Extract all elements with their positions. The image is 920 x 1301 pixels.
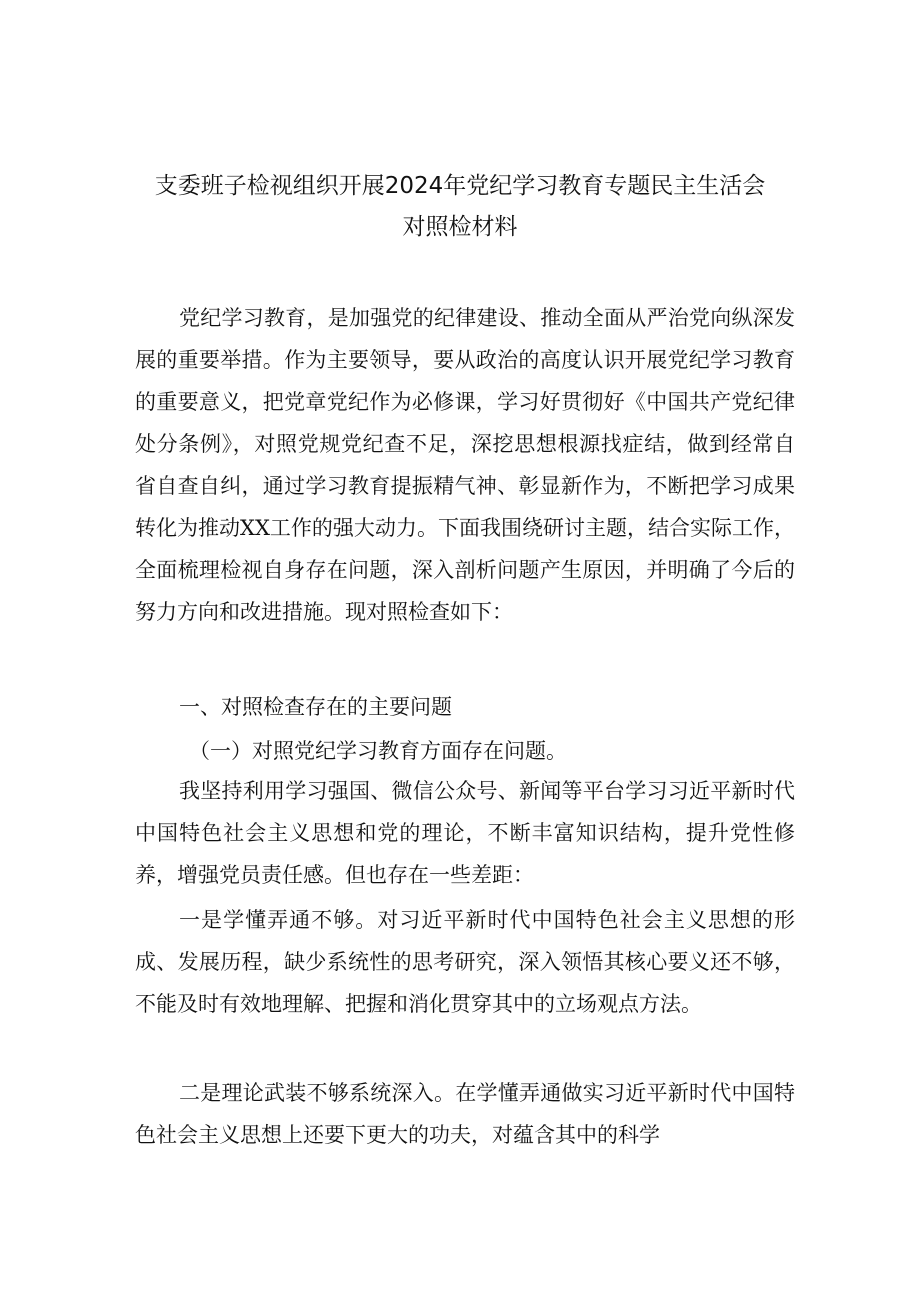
intro-section	[135, 297, 795, 633]
intro-paragraph: 党纪学习教育，是加强党的纪律建设、推动全面从严治党向纵深发展的重要举措。作为主要领导，要从政治的高度认识开展党纪学习教育的重要意义，把党章党纪作为必修课，学习好贯彻好《中国共产党纪律处分条例》，对照党规党纪查不足，深挖思想根源找症结，做到经常自省自查自纠，通过学习教育提振精气神、彰显新作为，不断把学习成果转化为推动XX工作的强大动力。下面我围绕研讨主题，结合实际工作，全面梳理检视自身存在问题，深入剖析问题产生原因，并明确了今后的努力方向和改进措施。现对照检查如下：	[135, 306, 795, 624]
body-section-3	[135, 1072, 795, 1156]
body-paragraph: 二是理论武装不够系统深入。在学懂弄通做实习近平新时代中国特色社会主义思想上还要下更大的功夫，对蕴含其中的科学	[135, 1081, 795, 1147]
body-paragraph: 我坚持利用学习强国、微信公众号、新闻等平台学习习近平新时代中国特色社会主义思想和党的理论，不断丰富知识结构，提升党性修养，增强党员责任感。但也存在一些差距：	[135, 779, 795, 887]
subsection-heading-1: （一）对照党纪学习教育方面存在问题。	[189, 739, 567, 763]
body-section-2	[135, 899, 795, 1025]
document-title-line-1: 支委班子检视组织开展2024年党纪学习教育专题民主生活会	[154, 173, 766, 199]
section-heading-1: 一、对照检查存在的主要问题	[179, 695, 452, 719]
body-paragraph: 一是学懂弄通不够。对习近平新时代中国特色社会主义思想的形成、发展历程，缺少系统性的思考研究，深入领悟其核心要义还不够，不能及时有效地理解、把握和消化贯穿其中的立场观点方法。	[135, 908, 795, 1016]
document-title-line-2: 对照检材料	[402, 214, 518, 240]
body-section-1	[135, 770, 795, 896]
